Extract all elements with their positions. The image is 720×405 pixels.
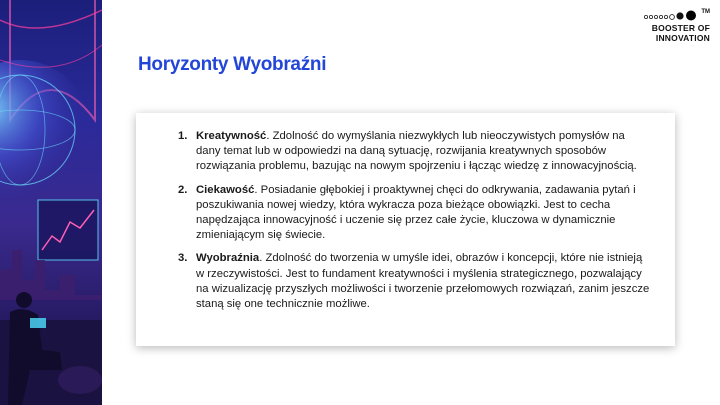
item-term: Kreatywność — [196, 130, 267, 142]
item-term: Wyobraźnia — [196, 252, 260, 265]
content-card — [136, 113, 675, 346]
item-number: 1. — [178, 130, 188, 142]
list-item — [178, 251, 650, 312]
item-number: 2. — [178, 183, 188, 196]
futuristic-city-icon — [0, 0, 102, 405]
traits-list — [178, 129, 650, 320]
sidebar-illustration — [0, 0, 102, 405]
logo-line-2: INNOVATION — [655, 33, 710, 43]
page-title: Horyzonty Wyobraźni — [138, 54, 327, 75]
list-item — [178, 129, 650, 175]
item-term: Ciekawość — [196, 183, 255, 196]
logo-dots-icon — [636, 9, 710, 23]
trademark-mark: TM — [701, 9, 710, 15]
logo-line-1: BOOSTER OF — [651, 23, 710, 33]
booster-of-innovation-logo — [636, 9, 710, 43]
item-description: . Zdolność do tworzenia w umyśle idei, obrazów i koncepcji, które nie istnieją w rzeczywistości. Jest to fundament kreatywności i myślenia strategicznego, pozwalający na wizualizację przyszłych możliwości i tworzenie przełomowych rozwiązań, zanim jeszcze staną się one technicznie możliwe. — [196, 252, 650, 311]
item-description: . Zdolność do wymyślania niezwykłych lub nieoczywistych pomysłów na dany temat lub w odpowiedzi na daną sytuację, rozwijania kreatywnych sposobów rozwiązania problemu, bazując na nowym spojrzeniu i łącząc wiedzę z innowacyjnością. — [196, 130, 637, 173]
item-number: 3. — [178, 252, 188, 265]
item-description: . Posiadanie głębokiej i proaktywnej chęci do odkrywania, zadawania pytań i poszukiwania nowej wiedzy, która wykracza poza bieżące obowiązki. Jest to cecha napędzająca innowacyjność i uczenie się przez całe życie, kluczowa w dynamicznie zmieniającym się świecie. — [196, 183, 636, 242]
list-item — [178, 183, 650, 244]
